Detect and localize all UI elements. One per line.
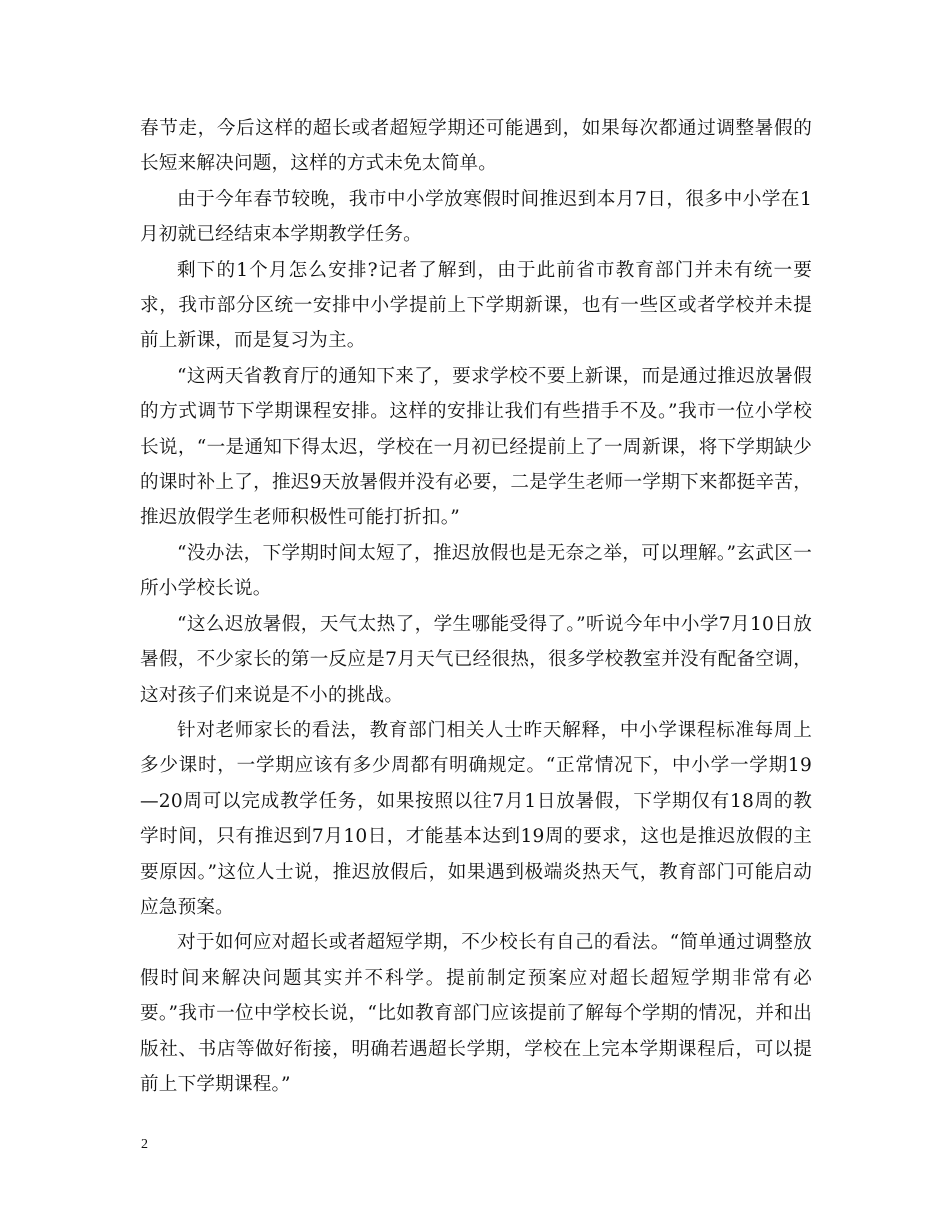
paragraph-5: “没办法，下学期时间太短了，推迟放假也是无奈之举，可以理解。”玄武区一所小学校长说。 bbox=[140, 542, 812, 600]
paragraph-3: 剩下的1个月怎么安排?记者了解到，由于此前省市教育部门并未有统一要求，我市部分区统一安排中小学提前上下学期新课，也有一些区或者学校并未提前上新课，而是复习为主。 bbox=[140, 259, 812, 352]
paragraph-4: “这两天省教育厅的通知下来了，要求学校不要上新课，而是通过推迟放暑假的方式调节下学期课程安排。这样的安排让我们有些措手不及。”我市一位小学校长说，“一是通知下得太迟，学校在一月初已经提前上了一周新课，将下学期缺少的课时补上了，推迟9天放暑假并没有必要，二是学生老师一学期下来都挺辛苦，推迟放假学生老师积极性可能打折扣。” bbox=[140, 365, 812, 529]
page-number: 2 bbox=[141, 1137, 148, 1152]
paragraph-7: 针对老师家长的看法，教育部门相关人士昨天解释，中小学课程标准每周上多少课时，一学期应该有多少周都有明确规定。“正常情况下，中小学一学期19—20周可以完成教学任务，如果按照以往7月1日放暑假，下学期仅有18周的教学时间，只有推迟到7月10日，才能基本达到19周的要求，这也是推迟放假的主要原因。”这位人士说，推迟放假后，如果遇到极端炎热天气，教育部门可能启动应急预案。 bbox=[140, 719, 812, 918]
paragraph-2: 由于今年春节较晚，我市中小学放寒假时间推迟到本月7日，很多中小学在1月初就已经结束本学期教学任务。 bbox=[140, 188, 812, 246]
document-body bbox=[140, 111, 812, 1102]
paragraph-8: 对于如何应对超长或者超短学期，不少校长有自己的看法。“简单通过调整放假时间来解决问题其实并不科学。提前制定预案应对超长超短学期非常有必要。”我市一位中学校长说，“比如教育部门应该提前了解每个学期的情况，并和出版社、书店等做好衔接，明确若遇超长学期，学校在上完本学期课程后，可以提前上下学期课程。” bbox=[140, 932, 812, 1095]
paragraph-6: “这么迟放暑假，天气太热了，学生哪能受得了。”听说今年中小学7月10日放暑假，不少家长的第一反应是7月天气已经很热，很多学校教室并没有配备空调，这对孩子们来说是不小的挑战。 bbox=[140, 613, 812, 706]
paragraph-1: 春节走，今后这样的超长或者超短学期还可能遇到，如果每次都通过调整暑假的长短来解决问题，这样的方式未免太简单。 bbox=[140, 118, 812, 175]
